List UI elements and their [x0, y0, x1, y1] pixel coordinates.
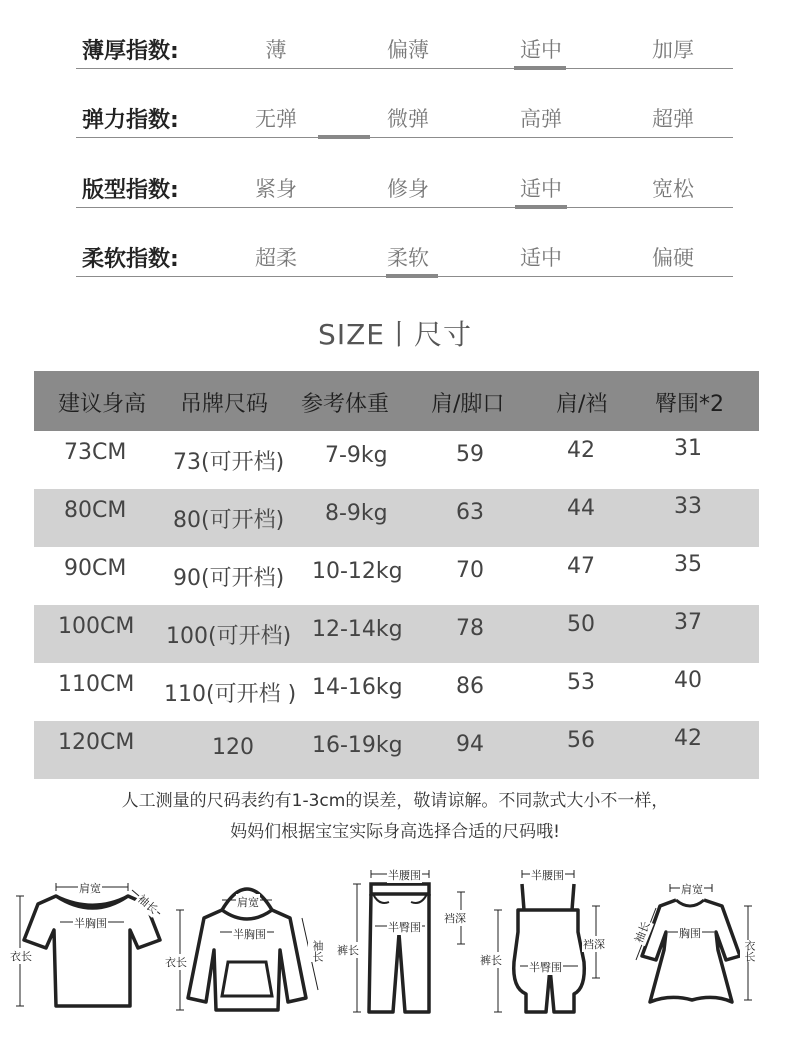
index-option: 偏薄	[387, 38, 429, 62]
index-row-thickness	[76, 28, 733, 69]
index-option: 加厚	[652, 38, 694, 62]
index-row-elasticity	[76, 97, 733, 138]
cell-weight: 8-9kg	[325, 501, 388, 526]
label-half-waist: 半腰围	[388, 869, 421, 882]
label-pants-length: 裤长	[337, 944, 359, 957]
index-option: 薄	[265, 38, 287, 62]
label-half-chest: 半胸围	[233, 928, 266, 941]
cell-shoulder-hem: 63	[456, 500, 484, 525]
index-label: 弹力指数:	[82, 108, 179, 133]
index-option: 修身	[387, 177, 429, 201]
cell-hip: 40	[674, 668, 702, 693]
index-selected-marker	[514, 66, 566, 70]
cell-tag-size: 73(可开档)	[173, 450, 285, 475]
size-table	[34, 371, 759, 779]
cell-shoulder-rise: 44	[567, 496, 595, 521]
index-option: 宽松	[652, 177, 694, 201]
label-chest: 胸围	[679, 927, 701, 940]
column-header: 吊牌尺码	[180, 392, 269, 417]
index-option: 超弹	[652, 107, 694, 131]
cell-shoulder-rise: 42	[567, 438, 595, 463]
table-header	[34, 371, 759, 431]
column-header: 肩/裆	[556, 392, 608, 417]
cell-shoulder-hem: 59	[456, 442, 484, 467]
table-row	[34, 489, 759, 547]
cell-shoulder-hem: 94	[456, 732, 484, 757]
index-option: 紧身	[255, 177, 297, 201]
index-label: 版型指数:	[82, 178, 179, 203]
label-rise: 裆深	[583, 938, 605, 951]
table-row	[34, 663, 759, 721]
cell-height: 100CM	[58, 614, 135, 639]
index-option: 超柔	[255, 246, 297, 270]
table-row	[34, 431, 759, 489]
hoodie-icon	[162, 870, 332, 1020]
label-body-length: 衣长	[165, 956, 187, 969]
label-shoulder-width: 肩宽	[79, 882, 101, 895]
label-sleeve-length: 袖长	[630, 918, 654, 946]
label-half-hip: 半臀围	[388, 921, 421, 934]
cell-tag-size: 100(可开档)	[166, 624, 292, 649]
cell-hip: 31	[674, 436, 702, 461]
index-option: 柔软	[387, 246, 429, 270]
table-row	[34, 721, 759, 779]
index-row-softness	[76, 236, 733, 277]
index-option: 偏硬	[652, 246, 694, 270]
label-body-length: 衣长	[740, 940, 758, 962]
label-pants-length: 裤长	[480, 954, 502, 967]
index-selected-marker	[515, 205, 567, 209]
label-half-hip: 半臀围	[529, 961, 562, 974]
cell-hip: 37	[674, 610, 702, 635]
cell-height: 120CM	[58, 730, 135, 755]
index-row-fit	[76, 167, 733, 208]
label-half-chest: 半胸围	[74, 917, 107, 930]
cell-tag-size: 110(可开档 )	[164, 682, 297, 707]
index-option: 适中	[520, 38, 562, 62]
label-sleeve-length: 袖长	[134, 890, 163, 918]
cell-shoulder-rise: 50	[567, 612, 595, 637]
index-label: 柔软指数:	[82, 247, 179, 272]
label-shoulder-width: 肩宽	[237, 896, 259, 909]
column-header: 参考体重	[301, 392, 390, 417]
overalls-measure-diagram	[478, 862, 618, 1022]
index-option: 高弹	[520, 107, 562, 131]
label-rise: 裆深	[444, 912, 466, 925]
cell-hip: 42	[674, 726, 702, 751]
cell-height: 73CM	[64, 440, 127, 465]
index-selected-marker	[318, 135, 370, 139]
index-option: 无弹	[255, 107, 297, 131]
column-header: 肩/脚口	[431, 392, 505, 417]
pants-measure-diagram	[335, 862, 475, 1022]
column-header: 建议身高	[58, 392, 147, 417]
cell-shoulder-hem: 78	[456, 616, 484, 641]
cell-shoulder-rise: 53	[567, 670, 595, 695]
label-sleeve-length: 袖长	[308, 940, 326, 962]
cell-weight: 7-9kg	[325, 443, 388, 468]
cell-weight: 16-19kg	[312, 733, 403, 758]
measurement-note-line2: 妈妈们根据宝宝实际身高选择合适的尺码哦!	[230, 822, 560, 842]
cell-hip: 33	[674, 494, 702, 519]
cell-shoulder-rise: 47	[567, 554, 595, 579]
label-half-waist: 半腰围	[531, 869, 564, 882]
cell-weight: 10-12kg	[312, 559, 403, 584]
cell-height: 110CM	[58, 672, 135, 697]
cell-shoulder-rise: 56	[567, 728, 595, 753]
cell-tag-size: 90(可开档)	[173, 566, 285, 591]
column-header: 臀围*2	[655, 392, 724, 417]
dress-measure-diagram	[620, 870, 770, 1020]
index-label: 薄厚指数:	[82, 39, 179, 64]
cell-tag-size: 120	[212, 735, 254, 760]
cell-tag-size: 80(可开档)	[173, 508, 285, 533]
table-row	[34, 547, 759, 605]
index-selected-marker	[386, 274, 438, 278]
cell-shoulder-hem: 70	[456, 558, 484, 583]
index-option: 适中	[520, 177, 562, 201]
measurement-note-line1: 人工测量的尺码表约有1-3cm的误差，敬请谅解。不同款式大小不一样，	[121, 791, 669, 811]
label-body-length: 衣长	[10, 950, 32, 963]
cell-weight: 12-14kg	[312, 617, 403, 642]
index-option: 微弹	[387, 107, 429, 131]
size-title: SIZE丨尺寸	[318, 318, 472, 351]
cell-height: 90CM	[64, 556, 127, 581]
label-shoulder-width: 肩宽	[681, 883, 703, 896]
hoodie-measure-diagram	[162, 870, 332, 1020]
tshirt-measure-diagram	[8, 870, 168, 1015]
cell-hip: 35	[674, 552, 702, 577]
cell-weight: 14-16kg	[312, 675, 403, 700]
table-row	[34, 605, 759, 663]
cell-height: 80CM	[64, 498, 127, 523]
cell-shoulder-hem: 86	[456, 674, 484, 699]
index-option: 适中	[520, 246, 562, 270]
